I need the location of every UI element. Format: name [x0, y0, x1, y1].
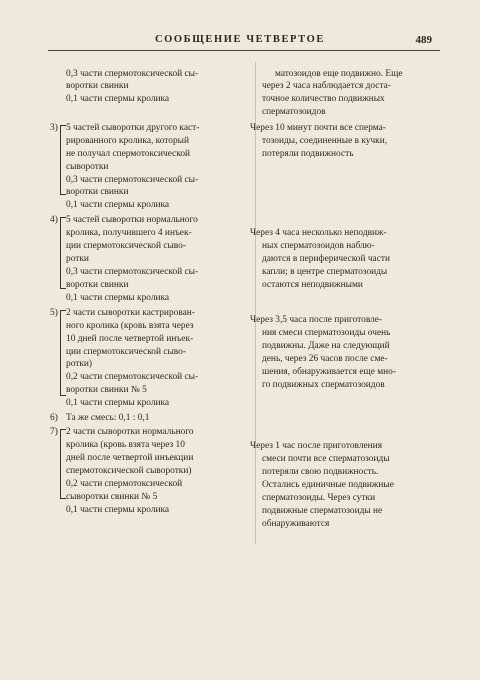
page-number: 489 [415, 34, 432, 46]
result-4-line: ных сперматозоидов наблю- [262, 241, 375, 251]
result-7-line: подвижные сперматозоиды не [262, 506, 383, 516]
entry-4-line: кролика, получившего 4 инъек- [66, 228, 192, 238]
entry-5-line: 2 части сыворотки кастрирован- [66, 308, 195, 318]
entry-3-line: не получал спермотоксической [66, 149, 191, 159]
entry-5-line: 0,1 части спермы кролика [66, 398, 170, 408]
result-5-line: день, через 26 часов после сме- [262, 354, 388, 364]
entry-3-line: рированного кролика, который [66, 136, 189, 146]
entry-3-line: 5 частей сыворотки другого каст- [66, 123, 200, 133]
result-5-line: го подвижных сперматозоидов [262, 380, 385, 390]
entry-3-number: 3) [50, 123, 58, 133]
running-title: СООБЩЕНИЕ ЧЕТВЕРТОЕ [154, 34, 326, 45]
entry-6-number: 6) [50, 413, 58, 423]
entry-7-line: 0,1 части спермы кролика [66, 505, 170, 515]
entry-4-line: 0,3 части спермотоксической сы- [66, 267, 199, 277]
result-2-line: точное количество подвижных [262, 94, 385, 104]
entry-5-number: 5) [50, 308, 58, 318]
entry-7-line: кролика (кровь взята через 10 [66, 440, 185, 450]
entry-4-line: 0,1 части спермы кролика [66, 293, 170, 303]
result-4-line: даются в периферической части [262, 254, 390, 264]
entry-7-line: дней после четвертой инъекции [66, 453, 194, 463]
entry-2-line: 0,1 части спермы кролика [66, 94, 170, 104]
entry-5-line: ротки) [66, 359, 93, 369]
entry-7-line: 0,2 части спермотоксической [66, 479, 183, 489]
entry-4-line: 5 частей сыворотки нормального [66, 215, 198, 225]
entry-7-line: сыворотки свинки № 5 [66, 492, 158, 502]
result-5-line: подвижны. Даже на следующий [262, 341, 390, 351]
entry-4-number: 4) [50, 215, 58, 225]
entry-5-line: ции спермотоксической сыво- [66, 347, 186, 357]
entry-5-line: ного кролика (кровь взята через [66, 321, 194, 331]
result-2-line: через 2 часа наблюдается доста- [262, 81, 391, 91]
result-7-line: сперматозоиды. Через сутки [262, 493, 376, 503]
entry-3-line: воротки свинки [66, 187, 129, 197]
entry-4-line: воротки свинки [66, 280, 129, 290]
entry-7-line: 2 части сыворотки нормального [66, 427, 194, 437]
result-5-line: шения, обнаруживается еще мно- [262, 367, 396, 377]
entry-6-line: Та же смесь: 0,1 : 0,1 [66, 413, 150, 423]
running-header [0, 34, 480, 48]
result-4-line: Через 4 часа несколько неподвиж- [250, 228, 387, 238]
result-7-line: Через 1 час после приготовления [250, 441, 383, 451]
result-7-line: Остались единичные подвижные [262, 480, 394, 490]
result-7-line: смеси почти все сперматозоиды [262, 454, 390, 464]
entry-7-number: 7) [50, 427, 58, 437]
result-5-line: Через 3,5 часа после приготовле- [250, 315, 383, 325]
result-3-line: тозоиды, соединенные в кучки, [262, 136, 388, 146]
result-4-line: капли; в центре сперматозоиды [262, 267, 388, 277]
entry-2-line: 0,3 части спермотоксической сы- [66, 69, 199, 79]
result-2-line: матозоидов еще подвижно. Еще [275, 69, 403, 79]
entry-3-line: 0,1 части спермы кролика [66, 200, 170, 210]
result-3-line: потеряли подвижность [262, 149, 354, 159]
result-5-line: ния смеси сперматозоиды очень [262, 328, 391, 338]
entry-4-line: ротки [66, 254, 89, 264]
column-divider [255, 62, 256, 544]
result-7-line: потеряли свою подвижность. [262, 467, 379, 477]
entry-5-line: воротки свинки № 5 [66, 385, 147, 395]
result-4-line: остаются неподвижными [262, 280, 363, 290]
entry-7-line: спермотоксической сыворотки) [66, 466, 192, 476]
result-7-line: обнаруживаются [262, 519, 330, 529]
entry-3-line: сыворотки [66, 162, 109, 172]
result-3-line: Через 10 минут почти все сперма- [250, 123, 386, 133]
entry-2-line: воротки свинки [66, 81, 129, 91]
entry-3-line: 0,3 части спермотоксической сы- [66, 175, 199, 185]
entry-4-line: ции спермотоксической сыво- [66, 241, 186, 251]
header-rule [48, 50, 440, 51]
entry-5-line: 10 дней после четвертой инъек- [66, 334, 194, 344]
result-2-line: сперматозоидов [262, 107, 326, 117]
entry-5-line: 0,2 части спермотоксической сы- [66, 372, 199, 382]
